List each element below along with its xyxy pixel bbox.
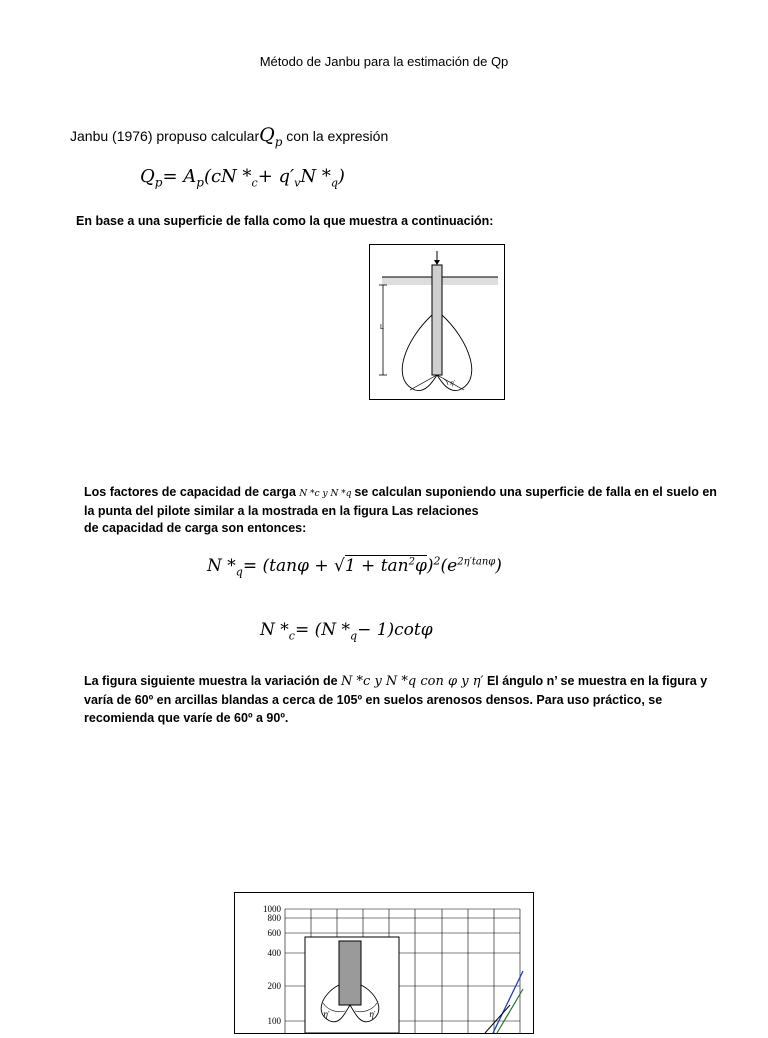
paragraph-failure-surface: En base a una superficie de falla como la que muestra a continuación:: [76, 214, 494, 228]
paragraph-capacity-factors: Los factores de capacidad de carga N *c y N *q se calculan suponiendo una superficie de falla en el suelo en la punta del pilote similar a la mostrada en la figura Las relaciones de capacidad de carga son entonces:: [84, 485, 717, 535]
y-tick-100: 100: [267, 1016, 281, 1026]
inset-eta-right: η′: [369, 1010, 376, 1019]
equation-nc: N $*_c= (N$ $*_q- 1)\cot\varphi$: [260, 620, 433, 643]
y-tick-1000: 1000: [263, 904, 281, 914]
dimension-label-L: L: [380, 324, 384, 331]
bearing-factor-chart: [234, 892, 534, 1034]
y-tick-800: 800: [267, 913, 281, 923]
y-tick-600: 600: [267, 928, 281, 938]
equation-qp: $Q_p= A_p(cN$ $*_c+ q'_vN$ $*_q$): [140, 166, 345, 190]
paragraph-variation: La figura siguiente muestra la variación de N *c y N *q con φ y η′ El ángulo n’ se muestra en la figura y varía de 60º en arcillas blandas a cerca de 105º en suelos arenosos densos. Para uso práctico, se recomienda que varíe de 60º a 90º.: [84, 674, 708, 725]
intro-line: [70, 124, 389, 149]
y-tick-200: 200: [267, 981, 281, 991]
page-title: Método de Janbu para la estimación de Qp: [259, 54, 509, 69]
intro-text-after: con la expresión: [282, 128, 389, 144]
eta-label: η′: [450, 380, 455, 387]
intro-text-before: Janbu (1976) propuso calcular: [70, 128, 260, 144]
inset-eta-left: η′: [323, 1010, 330, 1019]
y-tick-400: 400: [267, 948, 281, 958]
pile-failure-figure: [369, 244, 505, 400]
qp-symbol: $Q_p$: [259, 124, 283, 149]
equation-nq: N $*_q= (\tan\varphi + √1 + \tan^2\varphi)^2(e^{2\eta'tan\varphi})$: [207, 554, 502, 579]
